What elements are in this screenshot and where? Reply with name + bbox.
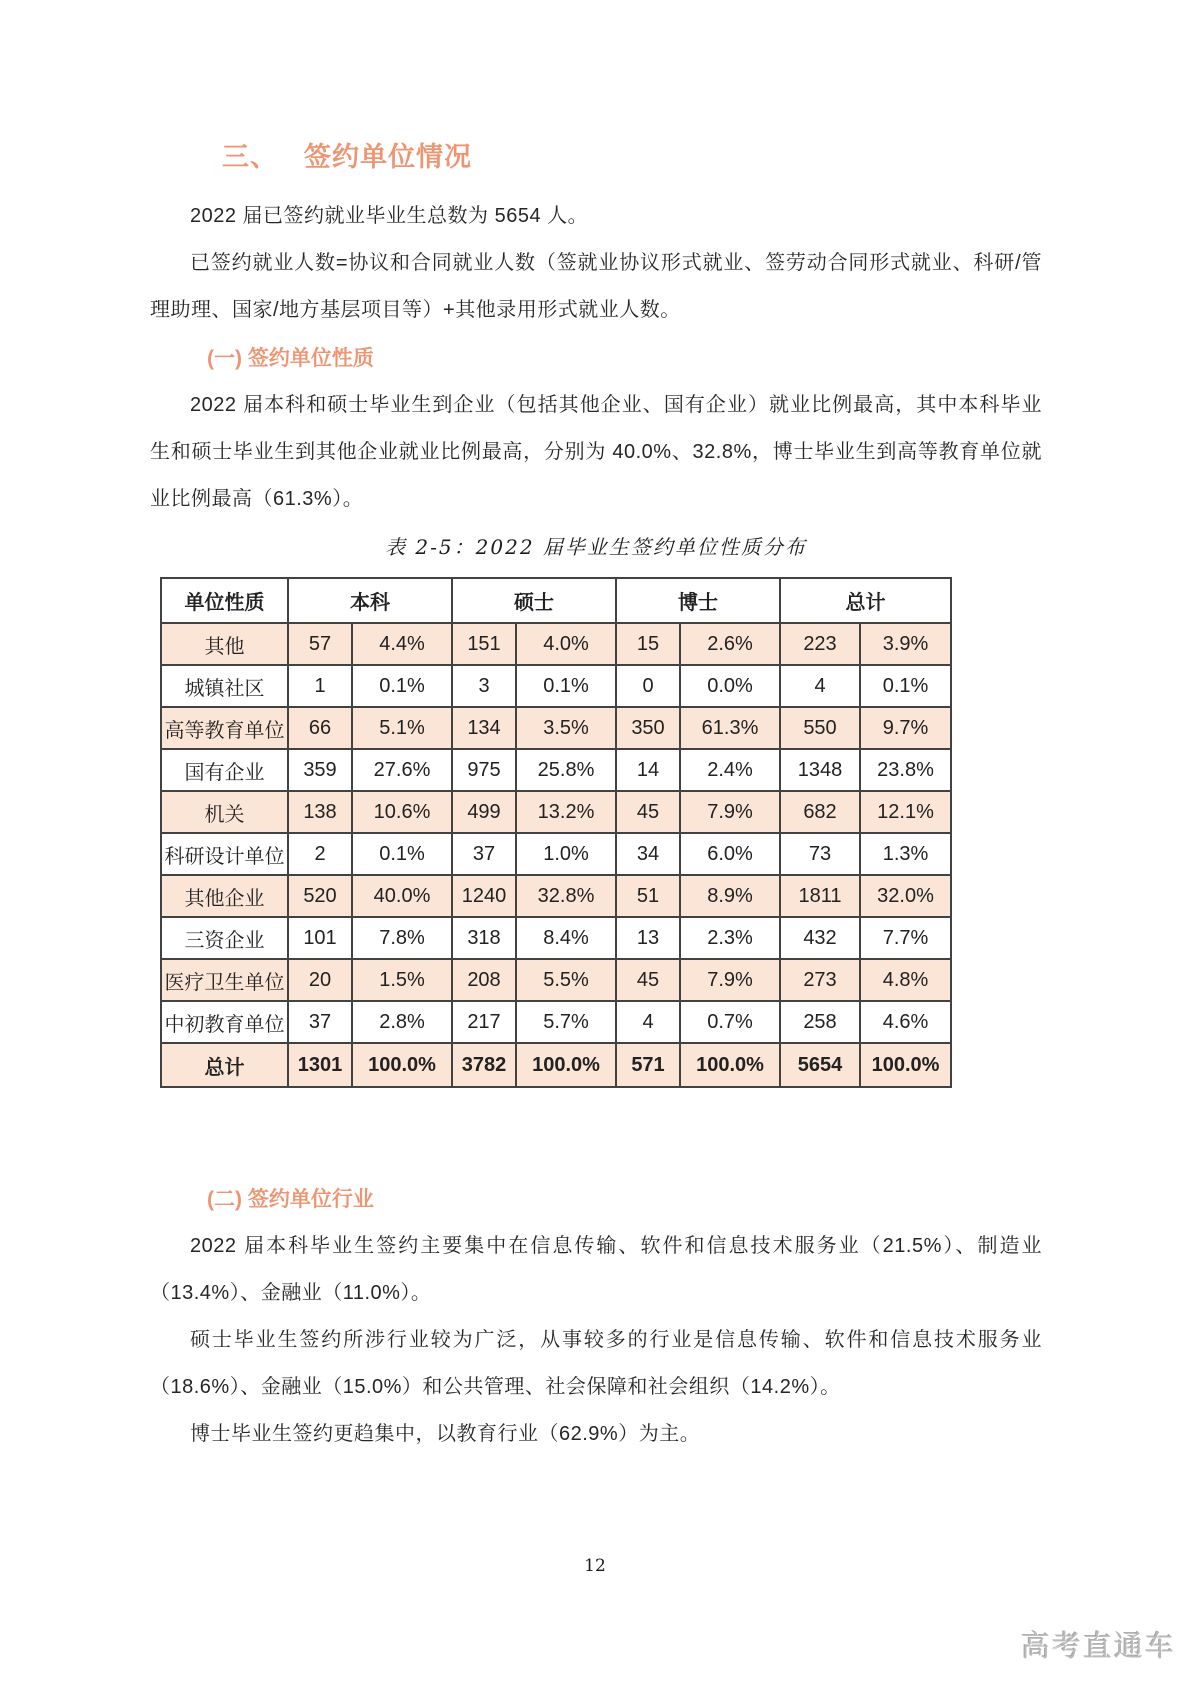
row-value: 7.7%	[860, 917, 951, 959]
row-value: 45	[616, 791, 680, 833]
row-value: 1.0%	[516, 833, 616, 875]
row-label: 三资企业	[161, 917, 288, 959]
table-total-row	[161, 1043, 951, 1087]
row-value: 15	[616, 623, 680, 665]
table-row	[161, 665, 951, 707]
row-value: 13.2%	[516, 791, 616, 833]
row-value: 37	[452, 833, 516, 875]
row-label: 科研设计单位	[161, 833, 288, 875]
row-value: 100.0%	[860, 1043, 951, 1087]
paragraph-signed-definition: 已签约就业人数=协议和合同就业人数（签就业协议形式就业、签劳动合同形式就业、科研/管理助理、国家/地方基层项目等）+其他录用形式就业人数。	[150, 252, 1042, 321]
row-value: 0.7%	[680, 1001, 780, 1043]
row-value: 7.8%	[352, 917, 452, 959]
row-value: 45	[616, 959, 680, 1001]
row-value: 3	[452, 665, 516, 707]
column-header-master: 硕士	[452, 578, 616, 623]
row-value: 57	[288, 623, 352, 665]
row-value: 1.5%	[352, 959, 452, 1001]
row-value: 1240	[452, 875, 516, 917]
row-value: 4.6%	[860, 1001, 951, 1043]
row-value: 3.9%	[860, 623, 951, 665]
row-value: 4.0%	[516, 623, 616, 665]
row-label: 其他企业	[161, 875, 288, 917]
row-value: 223	[780, 623, 860, 665]
row-value: 20	[288, 959, 352, 1001]
row-value: 134	[452, 707, 516, 749]
row-value: 520	[288, 875, 352, 917]
row-value: 151	[452, 623, 516, 665]
row-value: 27.6%	[352, 749, 452, 791]
paragraph-industry-bachelor: 2022 届本科毕业生签约主要集中在信息传输、软件和信息技术服务业（21.5%）、制造业（13.4%）、金融业（11.0%）。	[150, 1235, 1042, 1304]
row-value: 101	[288, 917, 352, 959]
row-value: 0.1%	[860, 665, 951, 707]
row-value: 8.4%	[516, 917, 616, 959]
table-row	[161, 623, 951, 665]
row-value: 73	[780, 833, 860, 875]
table-header-row	[161, 578, 951, 623]
column-header-unit-nature: 单位性质	[161, 578, 288, 623]
row-value: 66	[288, 707, 352, 749]
row-value: 0.1%	[516, 665, 616, 707]
paragraph-industry-doctor: 博士毕业生签约更趋集中，以教育行业（62.9%）为主。	[190, 1423, 701, 1445]
row-label: 其他	[161, 623, 288, 665]
row-value: 5.5%	[516, 959, 616, 1001]
row-value: 0.0%	[680, 665, 780, 707]
row-value: 208	[452, 959, 516, 1001]
row-value: 4.8%	[860, 959, 951, 1001]
table-row	[161, 917, 951, 959]
row-label: 机关	[161, 791, 288, 833]
row-value: 14	[616, 749, 680, 791]
page-number: 12	[584, 1556, 606, 1576]
row-value: 432	[780, 917, 860, 959]
row-value: 217	[452, 1001, 516, 1043]
row-value: 571	[616, 1043, 680, 1087]
row-value: 138	[288, 791, 352, 833]
table-row	[161, 833, 951, 875]
row-value: 0.1%	[352, 665, 452, 707]
row-value: 359	[288, 749, 352, 791]
row-value: 499	[452, 791, 516, 833]
row-value: 6.0%	[680, 833, 780, 875]
row-value: 682	[780, 791, 860, 833]
row-value: 10.6%	[352, 791, 452, 833]
table-row	[161, 1001, 951, 1043]
row-value: 2	[288, 833, 352, 875]
row-label: 医疗卫生单位	[161, 959, 288, 1001]
row-value: 7.9%	[680, 959, 780, 1001]
row-value: 100.0%	[352, 1043, 452, 1087]
row-label: 高等教育单位	[161, 707, 288, 749]
subsection-1-heading: (一) 签约单位性质	[207, 347, 374, 370]
row-value: 2.3%	[680, 917, 780, 959]
row-value: 2.8%	[352, 1001, 452, 1043]
row-value: 32.8%	[516, 875, 616, 917]
row-value: 100.0%	[680, 1043, 780, 1087]
row-value: 550	[780, 707, 860, 749]
row-label: 城镇社区	[161, 665, 288, 707]
subsection-2-heading: (二) 签约单位行业	[207, 1188, 374, 1211]
row-value: 5.1%	[352, 707, 452, 749]
row-value: 25.8%	[516, 749, 616, 791]
row-value: 7.9%	[680, 791, 780, 833]
unit-nature-table-body	[161, 623, 951, 1087]
paragraph-unit-nature: 2022 届本科和硕士毕业生到企业（包括其他企业、国有企业）就业比例最高，其中本科毕业生和硕士毕业生到其他企业就业比例最高，分别为 40.0%、32.8%，博士毕业生到高等教育单位就业比例最高（61.3%）。	[150, 394, 1042, 510]
row-value: 1.3%	[860, 833, 951, 875]
row-value: 2.6%	[680, 623, 780, 665]
row-value: 4	[616, 1001, 680, 1043]
column-header-doctor: 博士	[616, 578, 780, 623]
unit-nature-table	[160, 577, 952, 1088]
paragraph-industry-master: 硕士毕业生签约所涉行业较为广泛，从事较多的行业是信息传输、软件和信息技术服务业（18.6%）、金融业（15.0%）和公共管理、社会保障和社会组织（14.2%）。	[150, 1329, 1042, 1398]
row-value: 40.0%	[352, 875, 452, 917]
table-row	[161, 707, 951, 749]
row-value: 9.7%	[860, 707, 951, 749]
row-value: 23.8%	[860, 749, 951, 791]
table-header	[161, 578, 951, 623]
row-value: 0.1%	[352, 833, 452, 875]
row-label: 国有企业	[161, 749, 288, 791]
row-value: 1301	[288, 1043, 352, 1087]
row-value: 8.9%	[680, 875, 780, 917]
table-row	[161, 959, 951, 1001]
row-value: 4	[780, 665, 860, 707]
row-value: 0	[616, 665, 680, 707]
row-value: 13	[616, 917, 680, 959]
row-value: 1	[288, 665, 352, 707]
section-heading-text: 签约单位情况	[304, 142, 472, 172]
row-label: 中初教育单位	[161, 1001, 288, 1043]
row-value: 51	[616, 875, 680, 917]
page-content	[0, 141, 1190, 1458]
row-value: 61.3%	[680, 707, 780, 749]
row-value: 2.4%	[680, 749, 780, 791]
row-value: 273	[780, 959, 860, 1001]
column-header-bachelor: 本科	[288, 578, 452, 623]
row-value: 37	[288, 1001, 352, 1043]
table-row	[161, 875, 951, 917]
watermark-text: 高考直通车	[1020, 1631, 1176, 1663]
row-value: 4.4%	[352, 623, 452, 665]
row-value: 12.1%	[860, 791, 951, 833]
row-value: 258	[780, 1001, 860, 1043]
column-header-total: 总计	[780, 578, 951, 623]
row-value: 5654	[780, 1043, 860, 1087]
row-label: 总计	[161, 1043, 288, 1087]
row-value: 1811	[780, 875, 860, 917]
row-value: 32.0%	[860, 875, 951, 917]
row-value: 975	[452, 749, 516, 791]
table-row	[161, 749, 951, 791]
row-value: 350	[616, 707, 680, 749]
table-caption: 表 2-5：2022 届毕业生签约单位性质分布	[385, 535, 807, 559]
section-heading	[222, 141, 1042, 173]
row-value: 1348	[780, 749, 860, 791]
row-value: 34	[616, 833, 680, 875]
section-number: 三、	[222, 142, 278, 172]
row-value: 318	[452, 917, 516, 959]
row-value: 5.7%	[516, 1001, 616, 1043]
paragraph-signed-total: 2022 届已签约就业毕业生总数为 5654 人。	[190, 205, 589, 227]
row-value: 3.5%	[516, 707, 616, 749]
row-value: 100.0%	[516, 1043, 616, 1087]
table-row	[161, 791, 951, 833]
row-value: 3782	[452, 1043, 516, 1087]
